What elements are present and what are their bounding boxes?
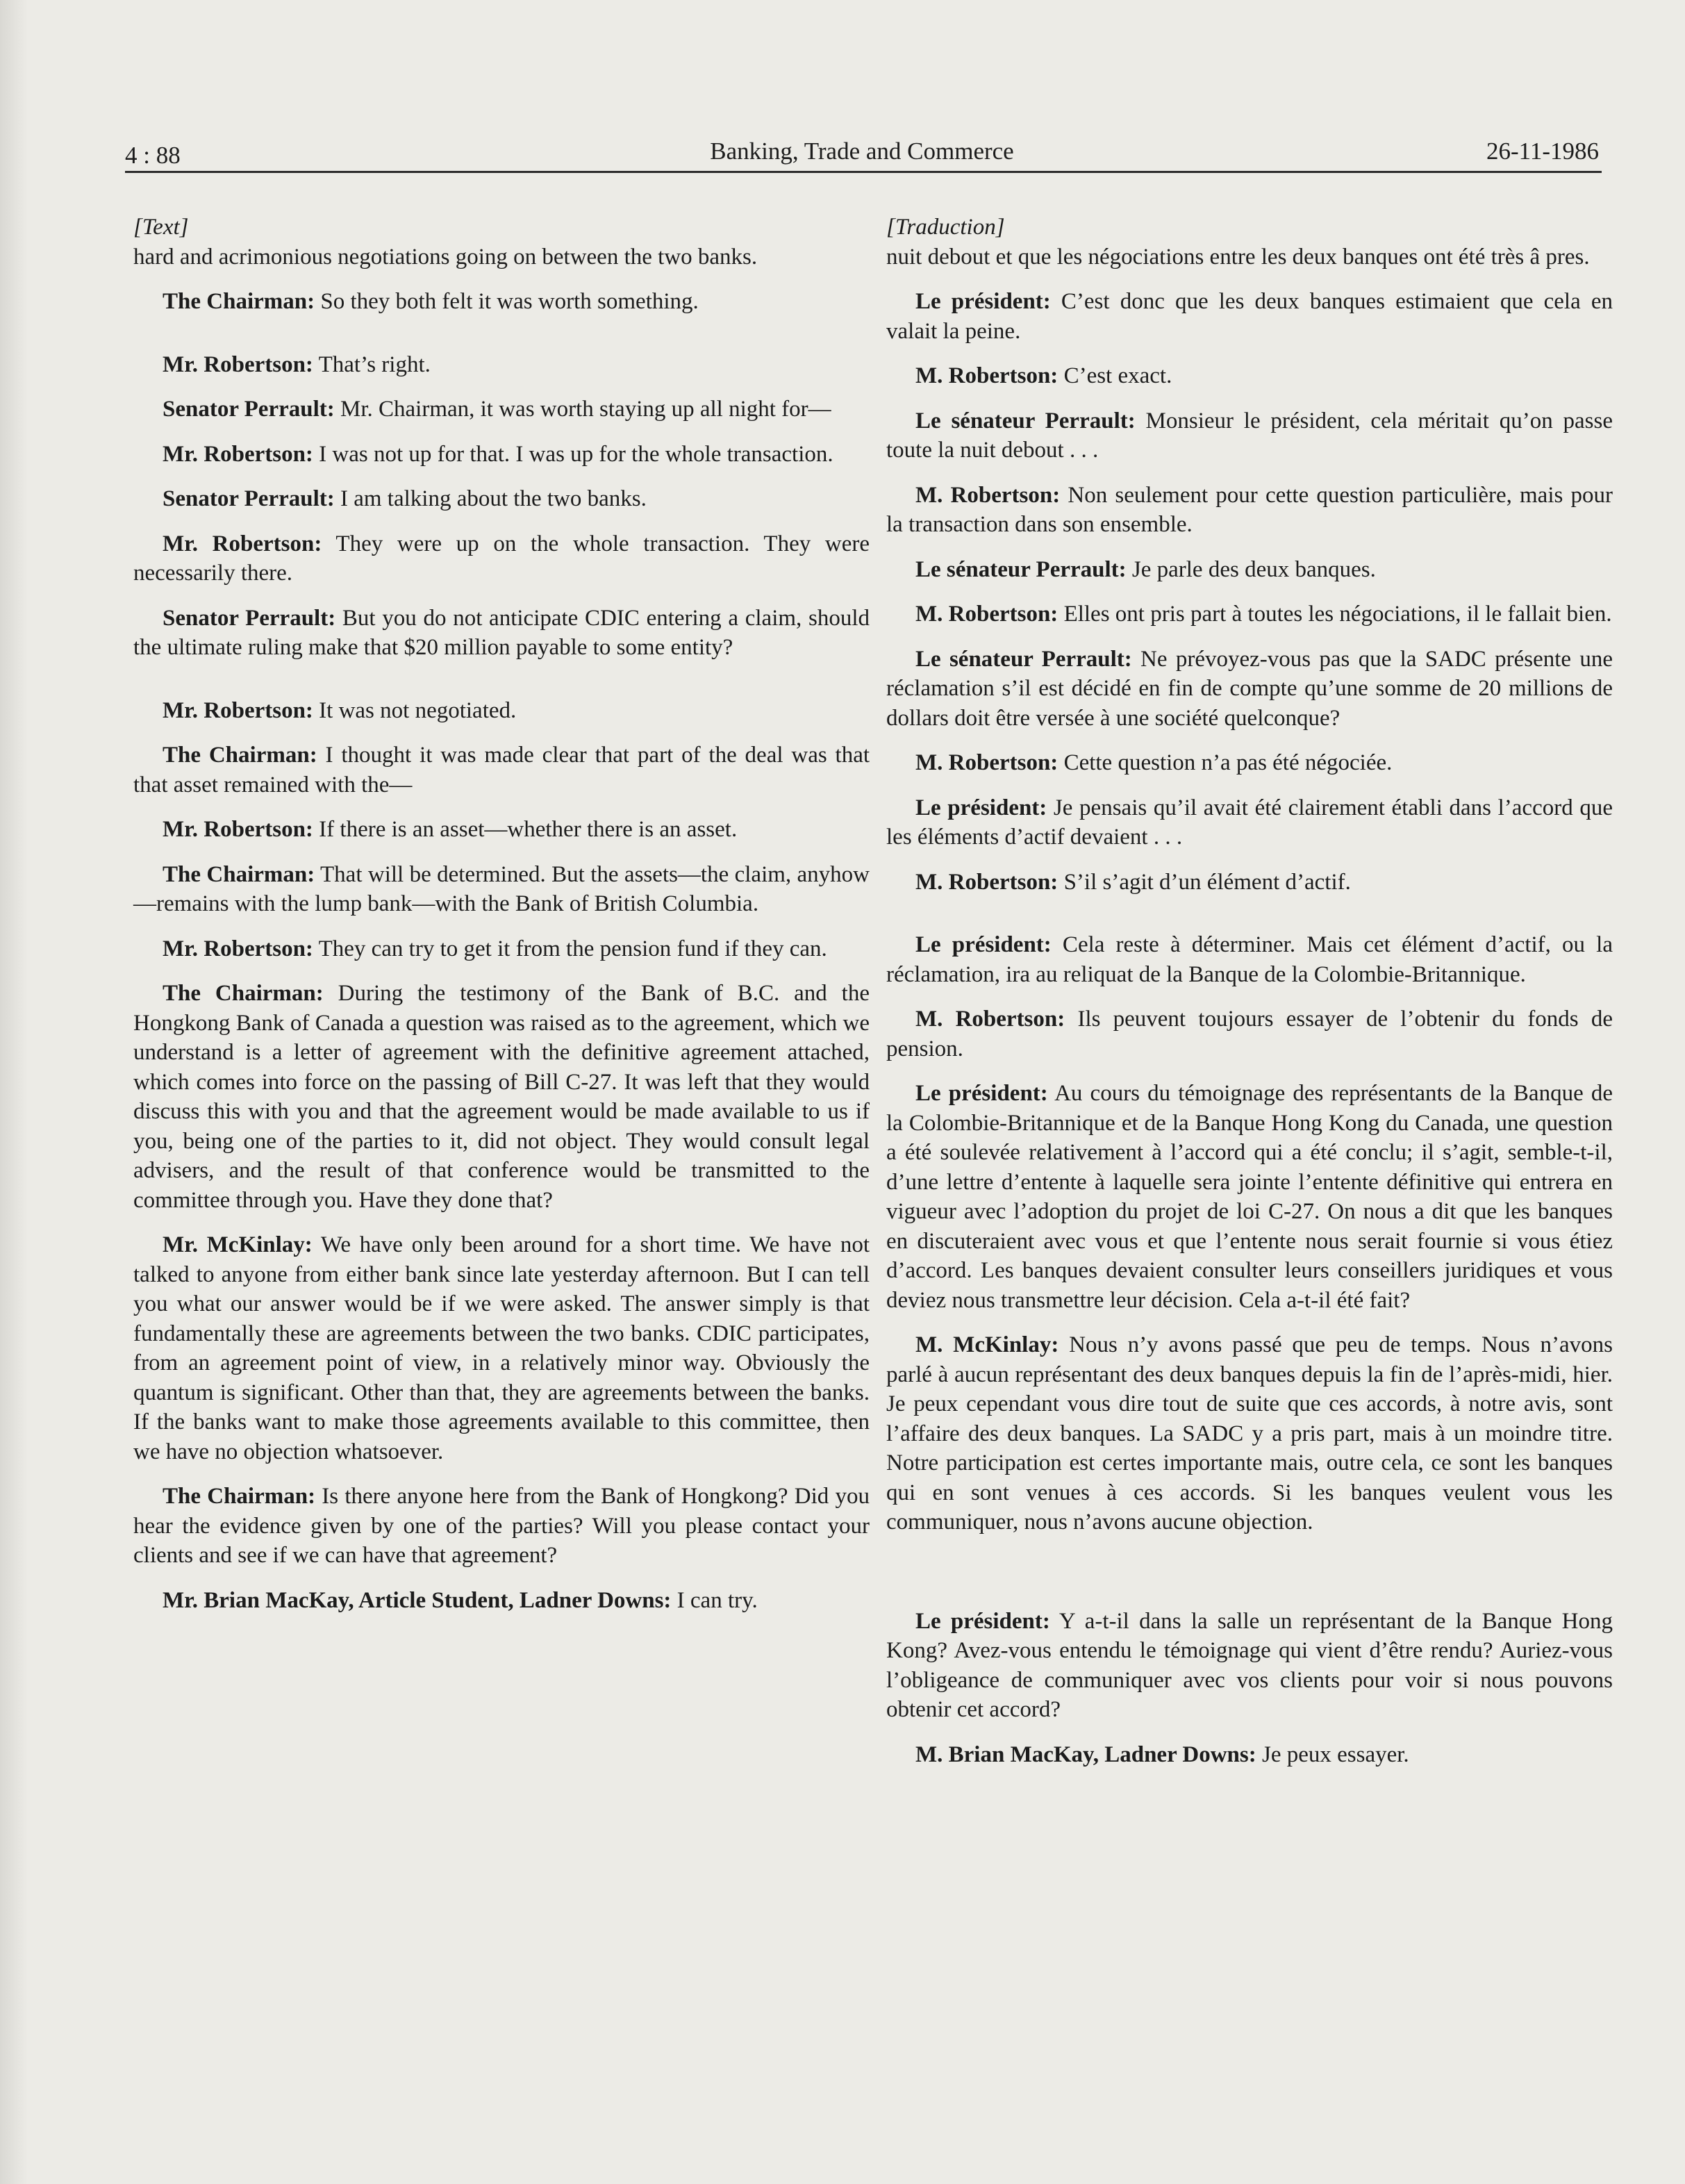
speaker-name: Senator Perrault: bbox=[163, 486, 335, 511]
speaker-name: M. Brian MacKay, Ladner Downs: bbox=[915, 1742, 1256, 1767]
speaker-name: The Chairman: bbox=[163, 981, 324, 1006]
speech-text: They were up on the whole transaction. They were necessarily there. bbox=[133, 531, 870, 586]
speaker-name: Mr. Robertson: bbox=[163, 697, 313, 723]
speech-text: Y a-t-il dans la salle un représentant de la Banque Hong Kong? Avez-vous entendu le témoignage qui vient d’être rendu? Auriez-vous l’obligeance de communiquer avec vos clients pour voir si nous pouvons obtenir cet accord? bbox=[886, 1608, 1613, 1722]
traduction-tag: [Traduction] bbox=[886, 215, 1005, 240]
speech-text: Cette question n’a pas été négociée. bbox=[1058, 750, 1393, 775]
transcript-paragraph bbox=[133, 696, 870, 726]
speaker-name: Senator Perrault: bbox=[163, 397, 335, 422]
english-column bbox=[133, 213, 870, 1630]
speech-text: That will be determined. But the assets—the claim, anyhow—remains with the lump bank—with the Bank of British Columbia. bbox=[133, 861, 870, 916]
speaker-name: Mr. Robertson: bbox=[163, 936, 313, 961]
transcript-paragraph bbox=[133, 395, 870, 424]
continuation-paragraph: hard and acrimonious negotiations going on between the two banks. bbox=[133, 244, 758, 270]
continuation-paragraph: nuit debout et que les négociations entre les deux banques ont été très â pres. bbox=[886, 244, 1590, 270]
speaker-name: M. McKinlay: bbox=[915, 1332, 1059, 1357]
speaker-name: M. Robertson: bbox=[915, 602, 1059, 627]
speaker-name: Le président: bbox=[915, 1608, 1050, 1634]
speaker-name: M. Robertson: bbox=[915, 869, 1059, 895]
transcript-paragraph bbox=[133, 484, 870, 514]
speaker-name: Mr. Robertson: bbox=[163, 531, 322, 556]
transcript-paragraph bbox=[886, 1330, 1613, 1537]
speech-text: So they both felt it was worth something. bbox=[315, 289, 699, 314]
speech-text: Monsieur le président, cela méritait qu’on passe toute la nuit debout . . . bbox=[886, 408, 1613, 463]
speech-text: But you do not anticipate CDIC entering a claim, should the ultimate ruling make that $20 million payable to some entity? bbox=[133, 605, 870, 660]
speech-text: They can try to get it from the pension fund if they can. bbox=[313, 936, 827, 961]
transcript-paragraph bbox=[133, 1586, 870, 1616]
transcript-paragraph bbox=[886, 555, 1613, 585]
speech-text: Cela reste à déterminer. Mais cet élément d’actif, ou la réclamation, ira au reliquat de la Banque de la Colombie-Britannique. bbox=[886, 932, 1613, 987]
transcript-paragraph bbox=[886, 930, 1613, 989]
speaker-name: Le président: bbox=[915, 289, 1051, 314]
transcript-paragraph bbox=[133, 604, 870, 663]
speech-text: Elles ont pris part à toutes les négociations, il le fallait bien. bbox=[1058, 602, 1612, 627]
speech-text: That’s right. bbox=[313, 351, 431, 377]
speech-text: I thought it was made clear that part of the deal was that that asset remained with the— bbox=[133, 743, 870, 797]
transcript-paragraph bbox=[886, 287, 1613, 346]
page-edge-shadow bbox=[0, 0, 28, 2184]
transcript-paragraph bbox=[133, 287, 870, 317]
speech-text: Ne prévoyez-vous pas que la SADC présente une réclamation s’il est décidé en fin de compte qu’une somme de 20 millions de dollars doit être versée à une société quelconque? bbox=[886, 646, 1613, 731]
speaker-name: Mr. Robertson: bbox=[163, 351, 313, 377]
speech-text: If there is an asset—whether there is an asset. bbox=[313, 817, 738, 842]
speaker-name: Mr. Robertson: bbox=[163, 817, 313, 842]
page-number: 4 : 88 bbox=[125, 142, 181, 169]
speech-text: During the testimony of the Bank of B.C. and the Hongkong Bank of Canada a question was raised as to the agreement, which we understand is a letter of agreement with the definitive agreement attached, which comes into force on the passing of Bill C-27. It was left that they would discuss this with you and that the agreement would be made available to us if you, being one of the parties to it, did not object. They would consult legal advisers, and the result of that conference would be transmitted to the committee through you. Have they done that? bbox=[133, 981, 870, 1213]
transcript-paragraph bbox=[133, 1482, 870, 1571]
speaker-name: M. Robertson: bbox=[915, 750, 1059, 775]
speech-text: We have only been around for a short time. We have not talked to anyone from either bank since late yesterday afternoon. But I can tell you what our answer would be if we were asked. The answer simply is that fundamentally these are agreements between the two banks. CDIC participates, from an agreement point of view, in a relatively minor way. Obviously the quantum is significant. Other than that, they are agreements between the banks. If the banks want to make those agreements available to this committee, then we have no objection whatsoever. bbox=[133, 1232, 870, 1464]
transcript-paragraph bbox=[133, 440, 870, 470]
transcript-paragraph bbox=[886, 406, 1613, 465]
speaker-name: The Chairman: bbox=[163, 1484, 316, 1509]
speaker-name: The Chairman: bbox=[163, 861, 315, 887]
speaker-name: The Chairman: bbox=[163, 743, 317, 768]
speaker-name: Le président: bbox=[915, 1081, 1048, 1106]
speech-text: Je parle des deux banques. bbox=[1126, 556, 1376, 582]
speaker-name: Mr. Robertson: bbox=[163, 441, 313, 467]
speech-text: Je pensais qu’il avait été clairement établi dans l’accord que les éléments d’actif devaient . . . bbox=[886, 795, 1613, 850]
speech-text: C’est donc que les deux banques estimaient que cela en valait la peine. bbox=[886, 289, 1613, 344]
transcript-paragraph bbox=[886, 868, 1613, 897]
speaker-name: Le président: bbox=[915, 932, 1052, 957]
speaker-name: M. Robertson: bbox=[915, 482, 1061, 508]
transcript-paragraph bbox=[133, 741, 870, 800]
speech-text: S’il s’agit d’un élément d’actif. bbox=[1058, 869, 1351, 895]
speech-text: It was not negotiated. bbox=[313, 697, 517, 723]
transcript-paragraph bbox=[133, 934, 870, 964]
transcript-paragraph bbox=[886, 481, 1613, 540]
speech-text: C’est exact. bbox=[1058, 363, 1172, 388]
transcript-paragraph bbox=[133, 815, 870, 845]
transcript-paragraph bbox=[133, 1230, 870, 1466]
speaker-name: Le sénateur Perrault: bbox=[915, 408, 1136, 433]
transcript-paragraph bbox=[886, 748, 1613, 778]
transcript-paragraph bbox=[886, 361, 1613, 391]
speech-text: Je peux essayer. bbox=[1256, 1742, 1409, 1767]
page-title: Banking, Trade and Commerce bbox=[710, 138, 1014, 165]
speech-text: Au cours du témoignage des représentants de la Banque de la Colombie-Britannique et de la Banque Hong Kong du Canada, une question a été soulevée relativement à l’accord qui a été conclu; il s’agit, semble-t-il, d’une lettre d’entente à laquelle sera jointe l’entente définitive qui entrera en vigueur avec l’adoption du projet de loi C-27. On nous a dit que les banques en discuteraient avec vous et que l’entente nous serait fournie si vous étiez d’accord. Les banques devaient consulter leurs conseillers juridiques et vous deviez nous transmettre leur décision. Cela a-t-il été fait? bbox=[886, 1081, 1613, 1313]
speaker-name: M. Robertson: bbox=[915, 1007, 1065, 1032]
speaker-name: Le sénateur Perrault: bbox=[915, 646, 1132, 672]
speaker-name: M. Robertson: bbox=[915, 363, 1059, 388]
transcript-paragraph bbox=[886, 599, 1613, 629]
speech-text: I was not up for that. I was up for the whole transaction. bbox=[313, 441, 833, 467]
speaker-name: Mr. McKinlay: bbox=[163, 1232, 313, 1257]
speaker-name: Le sénateur Perrault: bbox=[915, 556, 1127, 582]
transcript-paragraph bbox=[886, 1740, 1613, 1770]
transcript-paragraph bbox=[133, 350, 870, 380]
speech-text: Mr. Chairman, it was worth staying up all night for— bbox=[334, 397, 831, 422]
speaker-name: Mr. Brian MacKay, Article Student, Ladner Downs: bbox=[163, 1587, 672, 1613]
speech-text: I am talking about the two banks. bbox=[334, 486, 647, 511]
french-column bbox=[886, 213, 1613, 1785]
transcript-paragraph bbox=[886, 1079, 1613, 1315]
header-rule bbox=[125, 171, 1602, 173]
page-header bbox=[125, 138, 1599, 172]
transcript-paragraph bbox=[133, 979, 870, 1215]
transcript-paragraph bbox=[133, 529, 870, 588]
transcript-paragraph bbox=[886, 793, 1613, 852]
speaker-name: Le président: bbox=[915, 795, 1047, 820]
transcript-paragraph bbox=[886, 1607, 1613, 1725]
speech-text: Nous n’y avons passé que peu de temps. Nous n’avons parlé à aucun représentant des deux banques depuis la fin de l’après-midi, hier. Je peux cependant vous dire tout de suite que ces accords, à notre avis, sont l’affaire des deux banques. La SADC y a pris part, mais à un moindre titre. Notre participation est certes importante mais, outre cela, ce sont les banques qui en sont venues à ces accords. Si les banques veulent vous les communiquer, nous n’avons aucune objection. bbox=[886, 1332, 1613, 1534]
speech-text: Is there anyone here from the Bank of Hongkong? Did you hear the evidence given by one of the parties? Will you please contact your clients and see if we can have that agreement? bbox=[133, 1484, 870, 1568]
text-tag: [Text] bbox=[133, 215, 189, 240]
speech-text: Ils peuvent toujours essayer de l’obtenir du fonds de pension. bbox=[886, 1007, 1613, 1061]
transcript-paragraph bbox=[886, 1004, 1613, 1064]
page-date: 26-11-1986 bbox=[1486, 138, 1599, 165]
transcript-paragraph bbox=[886, 645, 1613, 734]
speech-text: Non seulement pour cette question particulière, mais pour la transaction dans son ensemble. bbox=[886, 482, 1613, 537]
transcript-paragraph bbox=[133, 860, 870, 919]
speaker-name: Senator Perrault: bbox=[163, 605, 336, 631]
speech-text: I can try. bbox=[671, 1587, 758, 1613]
speaker-name: The Chairman: bbox=[163, 289, 315, 314]
